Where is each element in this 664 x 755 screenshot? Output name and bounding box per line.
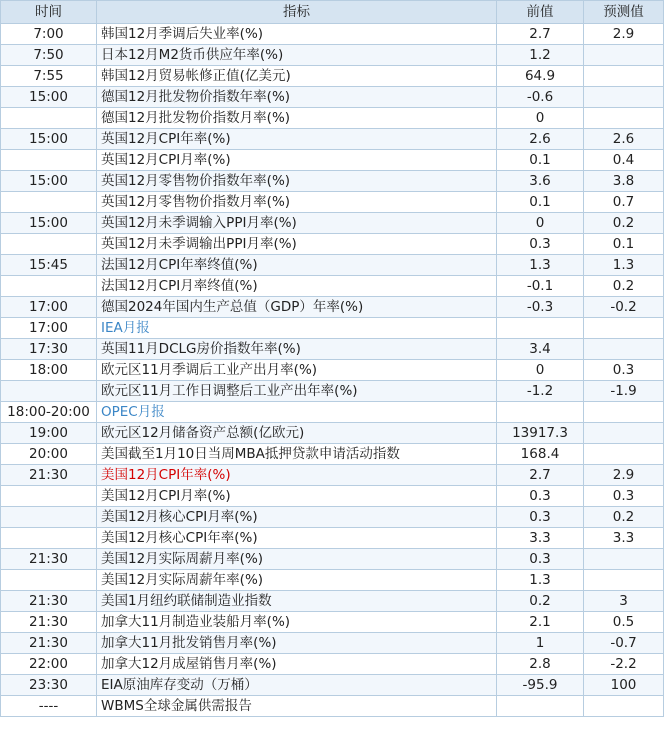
previous-value-cell: 2.7 [497, 24, 584, 45]
time-cell: 17:00 [1, 318, 97, 339]
time-cell [1, 108, 97, 129]
time-cell: 20:00 [1, 444, 97, 465]
previous-value-cell [497, 318, 584, 339]
forecast-value-cell: 0.7 [584, 192, 664, 213]
previous-value-cell: 1.3 [497, 255, 584, 276]
time-cell: 17:30 [1, 339, 97, 360]
previous-value-cell: 0.2 [497, 591, 584, 612]
previous-value-cell [497, 402, 584, 423]
time-cell: ---- [1, 696, 97, 717]
table-row [1, 45, 664, 66]
table-row [1, 318, 664, 339]
forecast-value-cell [584, 402, 664, 423]
forecast-value-cell: 2.9 [584, 465, 664, 486]
previous-value-cell: 2.1 [497, 612, 584, 633]
table-row [1, 402, 664, 423]
table-row [1, 486, 664, 507]
time-cell: 7:00 [1, 24, 97, 45]
time-cell: 21:30 [1, 591, 97, 612]
indicator-cell: 英国12月CPI月率(%) [97, 150, 497, 171]
time-cell [1, 150, 97, 171]
table-row [1, 255, 664, 276]
table-row [1, 66, 664, 87]
time-cell: 15:45 [1, 255, 97, 276]
indicator-cell: 美国12月实际周薪月率(%) [97, 549, 497, 570]
previous-value-cell [497, 696, 584, 717]
indicator-cell: 美国12月CPI年率(%) [97, 465, 497, 486]
table-row [1, 192, 664, 213]
forecast-value-cell: 0.4 [584, 150, 664, 171]
forecast-value-cell [584, 423, 664, 444]
time-cell [1, 570, 97, 591]
forecast-value-cell: 0.3 [584, 360, 664, 381]
previous-value-cell: 2.8 [497, 654, 584, 675]
indicator-cell: 加拿大11月制造业装船月率(%) [97, 612, 497, 633]
previous-value-cell: -95.9 [497, 675, 584, 696]
table-row [1, 87, 664, 108]
forecast-value-cell [584, 339, 664, 360]
indicator-cell: 欧元区11月季调后工业产出月率(%) [97, 360, 497, 381]
previous-value-cell: 1.2 [497, 45, 584, 66]
table-row [1, 654, 664, 675]
previous-value-cell: 0 [497, 108, 584, 129]
indicator-cell: WBMS全球金属供需报告 [97, 696, 497, 717]
time-cell: 21:30 [1, 633, 97, 654]
previous-value-cell: 0.3 [497, 549, 584, 570]
time-cell [1, 507, 97, 528]
forecast-value-cell [584, 549, 664, 570]
forecast-value-cell: 3.3 [584, 528, 664, 549]
time-cell: 7:50 [1, 45, 97, 66]
time-cell: 17:00 [1, 297, 97, 318]
time-cell [1, 381, 97, 402]
previous-value-cell: -0.3 [497, 297, 584, 318]
table-row [1, 612, 664, 633]
time-cell: 7:55 [1, 66, 97, 87]
table-row [1, 444, 664, 465]
table-header-row [1, 1, 664, 24]
forecast-value-cell [584, 318, 664, 339]
indicator-cell: 英国12月未季调输入PPI月率(%) [97, 213, 497, 234]
forecast-value-cell: 100 [584, 675, 664, 696]
previous-value-cell: 3.3 [497, 528, 584, 549]
table-row [1, 24, 664, 45]
table-row [1, 129, 664, 150]
previous-value-cell: 0.3 [497, 234, 584, 255]
indicator-cell: 法国12月CPI月率终值(%) [97, 276, 497, 297]
indicator-cell: 美国12月实际周薪年率(%) [97, 570, 497, 591]
previous-value-cell: -1.2 [497, 381, 584, 402]
previous-value-cell: 0 [497, 360, 584, 381]
time-cell: 19:00 [1, 423, 97, 444]
indicator-cell: 德国12月批发物价指数月率(%) [97, 108, 497, 129]
forecast-value-cell: 0.2 [584, 276, 664, 297]
previous-value-cell: 168.4 [497, 444, 584, 465]
table-row [1, 360, 664, 381]
indicator-cell: 韩国12月季调后失业率(%) [97, 24, 497, 45]
forecast-value-cell: 0.3 [584, 486, 664, 507]
previous-value-cell: 0 [497, 213, 584, 234]
previous-value-cell: 1 [497, 633, 584, 654]
indicator-cell: 美国12月核心CPI月率(%) [97, 507, 497, 528]
table-row [1, 234, 664, 255]
header-time: 时间 [1, 1, 97, 24]
forecast-value-cell: -0.2 [584, 297, 664, 318]
time-cell [1, 528, 97, 549]
previous-value-cell: 0.1 [497, 192, 584, 213]
forecast-value-cell [584, 87, 664, 108]
indicator-cell[interactable]: IEA月报 [97, 318, 497, 339]
indicator-cell: 欧元区12月储备资产总额(亿欧元) [97, 423, 497, 444]
time-cell: 15:00 [1, 213, 97, 234]
previous-value-cell: 1.3 [497, 570, 584, 591]
time-cell: 15:00 [1, 129, 97, 150]
indicator-cell: 德国12月批发物价指数年率(%) [97, 87, 497, 108]
indicator-cell: 加拿大11月批发销售月率(%) [97, 633, 497, 654]
indicator-cell: 欧元区11月工作日调整后工业产出年率(%) [97, 381, 497, 402]
table-row [1, 528, 664, 549]
forecast-value-cell: 3 [584, 591, 664, 612]
time-cell: 22:00 [1, 654, 97, 675]
previous-value-cell: 0.1 [497, 150, 584, 171]
previous-value-cell: -0.6 [497, 87, 584, 108]
table-row [1, 549, 664, 570]
table-body [1, 24, 664, 717]
forecast-value-cell: -0.7 [584, 633, 664, 654]
table-row [1, 150, 664, 171]
time-cell: 21:30 [1, 465, 97, 486]
time-cell: 18:00 [1, 360, 97, 381]
previous-value-cell: 0.3 [497, 486, 584, 507]
indicator-cell: 英国11月DCLG房价指数年率(%) [97, 339, 497, 360]
forecast-value-cell: 3.8 [584, 171, 664, 192]
table-row [1, 465, 664, 486]
indicator-cell: 美国1月纽约联储制造业指数 [97, 591, 497, 612]
indicator-cell: 英国12月未季调输出PPI月率(%) [97, 234, 497, 255]
indicator-cell: 法国12月CPI年率终值(%) [97, 255, 497, 276]
header-previous: 前值 [497, 1, 584, 24]
table-row [1, 381, 664, 402]
forecast-value-cell: 0.5 [584, 612, 664, 633]
table-row [1, 339, 664, 360]
table-row [1, 423, 664, 444]
forecast-value-cell [584, 66, 664, 87]
table-row [1, 171, 664, 192]
indicator-cell[interactable]: OPEC月报 [97, 402, 497, 423]
indicator-cell: 加拿大12月成屋销售月率(%) [97, 654, 497, 675]
time-cell: 18:00-20:00 [1, 402, 97, 423]
forecast-value-cell: 0.2 [584, 213, 664, 234]
header-forecast: 预测值 [584, 1, 664, 24]
forecast-value-cell: -1.9 [584, 381, 664, 402]
forecast-value-cell: 0.1 [584, 234, 664, 255]
time-cell: 15:00 [1, 171, 97, 192]
forecast-value-cell: 2.9 [584, 24, 664, 45]
time-cell [1, 276, 97, 297]
time-cell: 21:30 [1, 612, 97, 633]
table-row [1, 108, 664, 129]
table-row [1, 297, 664, 318]
table-row [1, 276, 664, 297]
forecast-value-cell: 0.2 [584, 507, 664, 528]
forecast-value-cell [584, 696, 664, 717]
table-row [1, 213, 664, 234]
forecast-value-cell: 1.3 [584, 255, 664, 276]
indicator-cell: 德国2024年国内生产总值（GDP）年率(%) [97, 297, 497, 318]
forecast-value-cell [584, 444, 664, 465]
time-cell: 23:30 [1, 675, 97, 696]
previous-value-cell: 13917.3 [497, 423, 584, 444]
forecast-value-cell [584, 108, 664, 129]
previous-value-cell: 64.9 [497, 66, 584, 87]
table-row [1, 675, 664, 696]
time-cell [1, 486, 97, 507]
indicator-cell: EIA原油库存变动（万桶） [97, 675, 497, 696]
time-cell: 15:00 [1, 87, 97, 108]
time-cell [1, 234, 97, 255]
indicator-cell: 英国12月零售物价指数月率(%) [97, 192, 497, 213]
table-row [1, 633, 664, 654]
indicator-cell: 美国截至1月10日当周MBA抵押贷款申请活动指数 [97, 444, 497, 465]
previous-value-cell: 2.7 [497, 465, 584, 486]
indicator-cell: 英国12月零售物价指数年率(%) [97, 171, 497, 192]
table-row [1, 570, 664, 591]
forecast-value-cell [584, 45, 664, 66]
indicator-cell: 美国12月核心CPI年率(%) [97, 528, 497, 549]
table-row [1, 507, 664, 528]
table-row [1, 591, 664, 612]
indicator-cell: 英国12月CPI年率(%) [97, 129, 497, 150]
indicator-cell: 日本12月M2货币供应年率(%) [97, 45, 497, 66]
table-row [1, 696, 664, 717]
forecast-value-cell: -2.2 [584, 654, 664, 675]
previous-value-cell: -0.1 [497, 276, 584, 297]
time-cell: 21:30 [1, 549, 97, 570]
header-indicator: 指标 [97, 1, 497, 24]
forecast-value-cell: 2.6 [584, 129, 664, 150]
indicator-cell: 韩国12月贸易帐修正值(亿美元) [97, 66, 497, 87]
previous-value-cell: 2.6 [497, 129, 584, 150]
time-cell [1, 192, 97, 213]
indicator-cell: 美国12月CPI月率(%) [97, 486, 497, 507]
previous-value-cell: 3.4 [497, 339, 584, 360]
previous-value-cell: 3.6 [497, 171, 584, 192]
previous-value-cell: 0.3 [497, 507, 584, 528]
forecast-value-cell [584, 570, 664, 591]
